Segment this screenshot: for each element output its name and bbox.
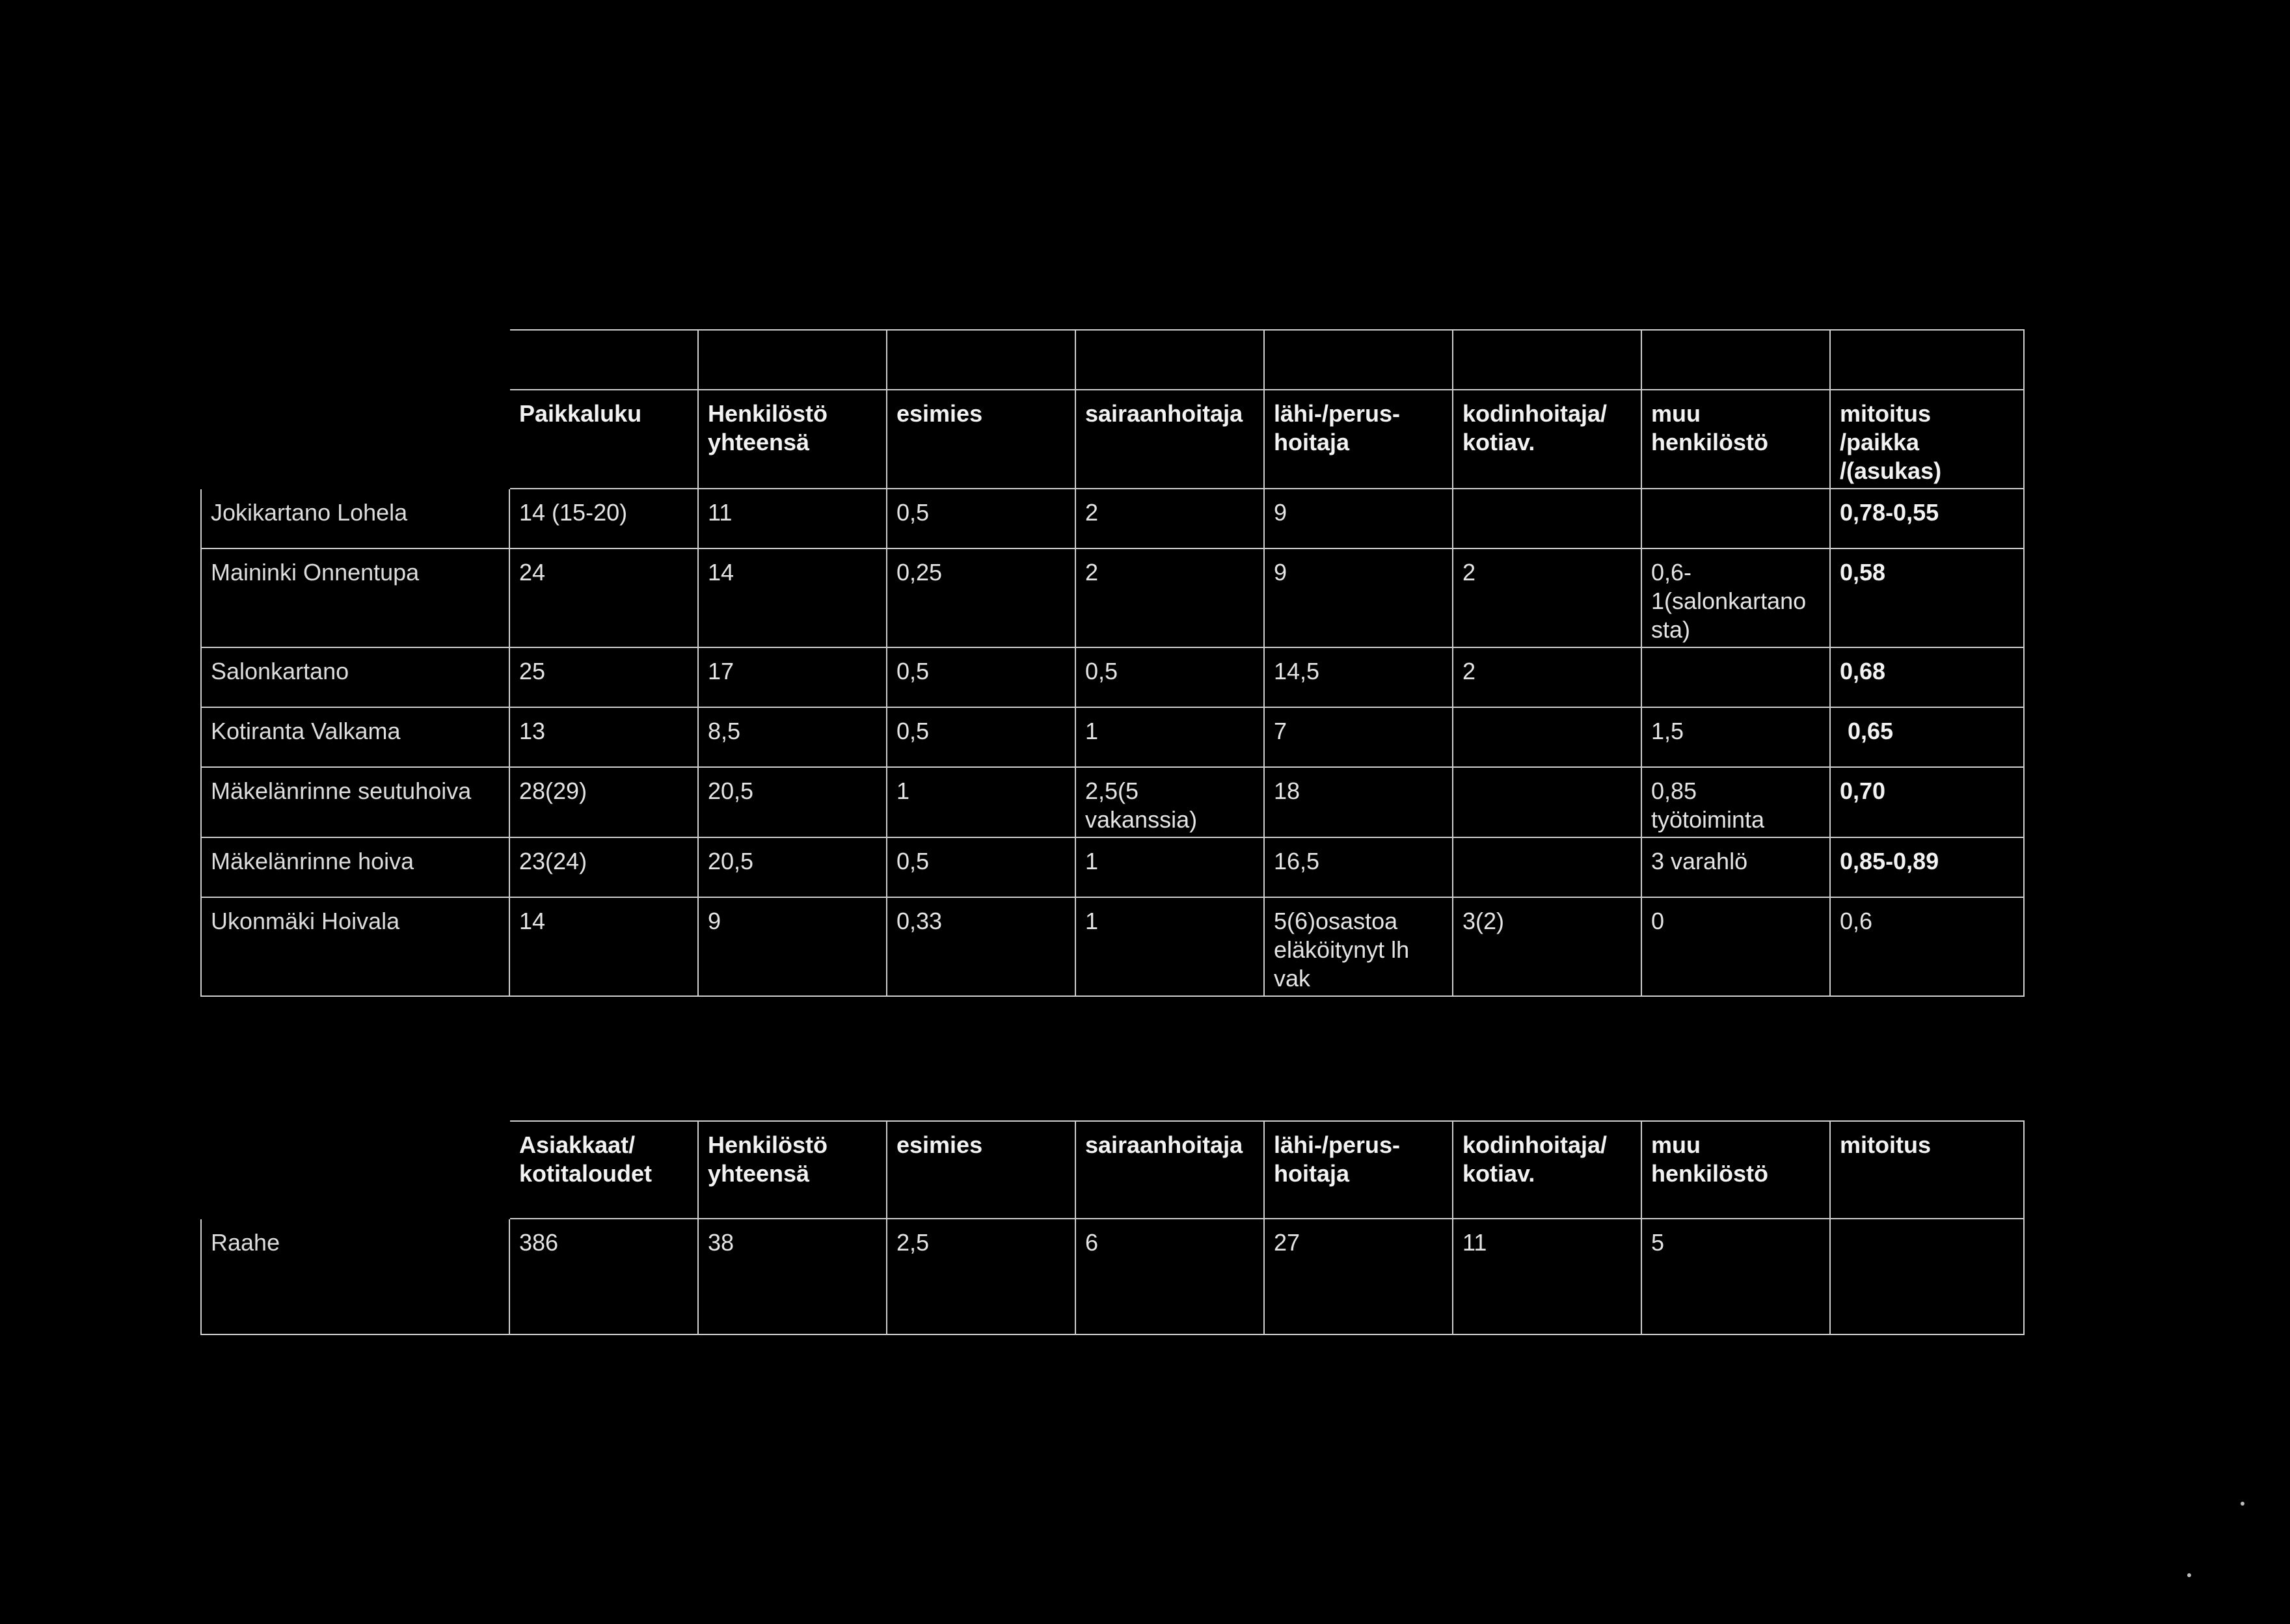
table-row [201, 767, 2024, 837]
header-cell: kodinhoitaja/ kotiav. [1453, 1121, 1641, 1219]
table-cell: 0,5 [1075, 647, 1264, 707]
table-cell: 0 [1641, 897, 1830, 996]
empty-cell [1830, 330, 2024, 390]
table-cell: 9 [698, 897, 887, 996]
table-row [201, 489, 2024, 548]
table-cell: 24 [509, 548, 698, 647]
row-label: Maininki Onnentupa [201, 548, 509, 647]
table-row [201, 647, 2024, 707]
header-cell: Paikkaluku [509, 390, 698, 489]
table-cell: 0,25 [887, 548, 1075, 647]
table-cell [1641, 489, 1830, 548]
table-cell: 1 [1075, 897, 1264, 996]
table-cell: 5(6)osastoa eläköitynyt lh vak [1264, 897, 1453, 996]
row-label: Raahe [201, 1219, 509, 1334]
table-cell: 0,5 [887, 647, 1075, 707]
table-cell: 3(2) [1453, 897, 1641, 996]
empty-corner-cell [201, 1121, 509, 1219]
header-cell: lähi-/perus- hoitaja [1264, 390, 1453, 489]
table-cell: 14 [509, 897, 698, 996]
table-cell [1830, 1219, 2024, 1334]
empty-cell [1453, 330, 1641, 390]
table-cell: 17 [698, 647, 887, 707]
table-cell: 25 [509, 647, 698, 707]
header-cell: lähi-/perus- hoitaja [1264, 1121, 1453, 1219]
header-cell: Asiakkaat/ kotitaloudet [509, 1121, 698, 1219]
table-cell: 0,5 [887, 707, 1075, 767]
table-cell: 0,5 [887, 489, 1075, 548]
table-cell: 0,6- 1(salonkartano sta) [1641, 548, 1830, 647]
empty-cell [509, 330, 698, 390]
table-cell: 1 [1075, 707, 1264, 767]
table-cell: 0,70 [1830, 767, 2024, 837]
table-cell: 0,65 [1830, 707, 2024, 767]
table-cell: 2 [1075, 548, 1264, 647]
table-cell: 0,78-0,55 [1830, 489, 2024, 548]
row-label: Jokikartano Lohela [201, 489, 509, 548]
header-row [201, 1121, 2024, 1219]
scan-speck [2187, 1573, 2191, 1577]
table-cell: 13 [509, 707, 698, 767]
table-cell: 386 [509, 1219, 698, 1334]
table-cell: 7 [1264, 707, 1453, 767]
table-cell: 9 [1264, 548, 1453, 647]
table-cell: 5 [1641, 1219, 1830, 1334]
row-label: Ukonmäki Hoivala [201, 897, 509, 996]
table-row [201, 707, 2024, 767]
empty-cell [1641, 330, 1830, 390]
table-cell: 2 [1453, 647, 1641, 707]
table-cell: 1 [887, 767, 1075, 837]
table-cell: 38 [698, 1219, 887, 1334]
empty-cell [698, 330, 887, 390]
empty-corner-cell [201, 390, 509, 489]
table-cell: 14 [698, 548, 887, 647]
table-cell: 1 [1075, 837, 1264, 897]
header-cell: Henkilöstö yhteensä [698, 1121, 887, 1219]
row-label: Mäkelänrinne hoiva [201, 837, 509, 897]
table-cell: 28(29) [509, 767, 698, 837]
table-row [201, 837, 2024, 897]
home-care-table [200, 1120, 2025, 1335]
header-cell: sairaanhoitaja [1075, 1121, 1264, 1219]
table-cell [1453, 707, 1641, 767]
header-cell: kodinhoitaja/ kotiav. [1453, 390, 1641, 489]
table-cell: 14,5 [1264, 647, 1453, 707]
table-cell: 1,5 [1641, 707, 1830, 767]
table-cell: 27 [1264, 1219, 1453, 1334]
table-cell: 2,5(5 vakanssia) [1075, 767, 1264, 837]
table-cell: 23(24) [509, 837, 698, 897]
staff-dimensioning-table [200, 329, 2025, 997]
table-cell: 6 [1075, 1219, 1264, 1334]
table-cell [1453, 767, 1641, 837]
table-row [201, 548, 2024, 647]
header-cell: mitoitus /paikka /(asukas) [1830, 390, 2024, 489]
table-cell: 11 [698, 489, 887, 548]
row-label: Kotiranta Valkama [201, 707, 509, 767]
table-cell: 9 [1264, 489, 1453, 548]
scan-speck [2241, 1502, 2244, 1506]
table-row [201, 897, 2024, 996]
header-cell: muu henkilöstö [1641, 1121, 1830, 1219]
row-label: Mäkelänrinne seutuhoiva [201, 767, 509, 837]
header-cell: esimies [887, 390, 1075, 489]
table-cell: 0,33 [887, 897, 1075, 996]
header-cell: mitoitus [1830, 1121, 2024, 1219]
table-cell: 0,6 [1830, 897, 2024, 996]
table-cell [1453, 489, 1641, 548]
header-row [201, 390, 2024, 489]
header-cell: esimies [887, 1121, 1075, 1219]
table-cell [1641, 647, 1830, 707]
table-cell: 0,85-0,89 [1830, 837, 2024, 897]
header-cell: Henkilöstö yhteensä [698, 390, 887, 489]
empty-corner-cell [201, 330, 509, 390]
table-cell [1453, 837, 1641, 897]
row-label: Salonkartano [201, 647, 509, 707]
table-cell: 11 [1453, 1219, 1641, 1334]
table-cell: 16,5 [1264, 837, 1453, 897]
table-cell: 18 [1264, 767, 1453, 837]
table-cell: 20,5 [698, 837, 887, 897]
table-cell: 8,5 [698, 707, 887, 767]
empty-cell [1075, 330, 1264, 390]
header-cell: muu henkilöstö [1641, 390, 1830, 489]
table-cell: 2 [1075, 489, 1264, 548]
spacer-row [201, 330, 2024, 390]
empty-cell [887, 330, 1075, 390]
table-cell: 2,5 [887, 1219, 1075, 1334]
header-cell: sairaanhoitaja [1075, 390, 1264, 489]
table-cell: 0,85 työtoiminta [1641, 767, 1830, 837]
table-cell: 0,5 [887, 837, 1075, 897]
table-cell: 0,68 [1830, 647, 2024, 707]
empty-cell [1264, 330, 1453, 390]
table-cell: 3 varahlö [1641, 837, 1830, 897]
table-cell: 20,5 [698, 767, 887, 837]
table-cell: 0,58 [1830, 548, 2024, 647]
table-cell: 2 [1453, 548, 1641, 647]
table-cell: 14 (15-20) [509, 489, 698, 548]
table-row [201, 1219, 2024, 1334]
